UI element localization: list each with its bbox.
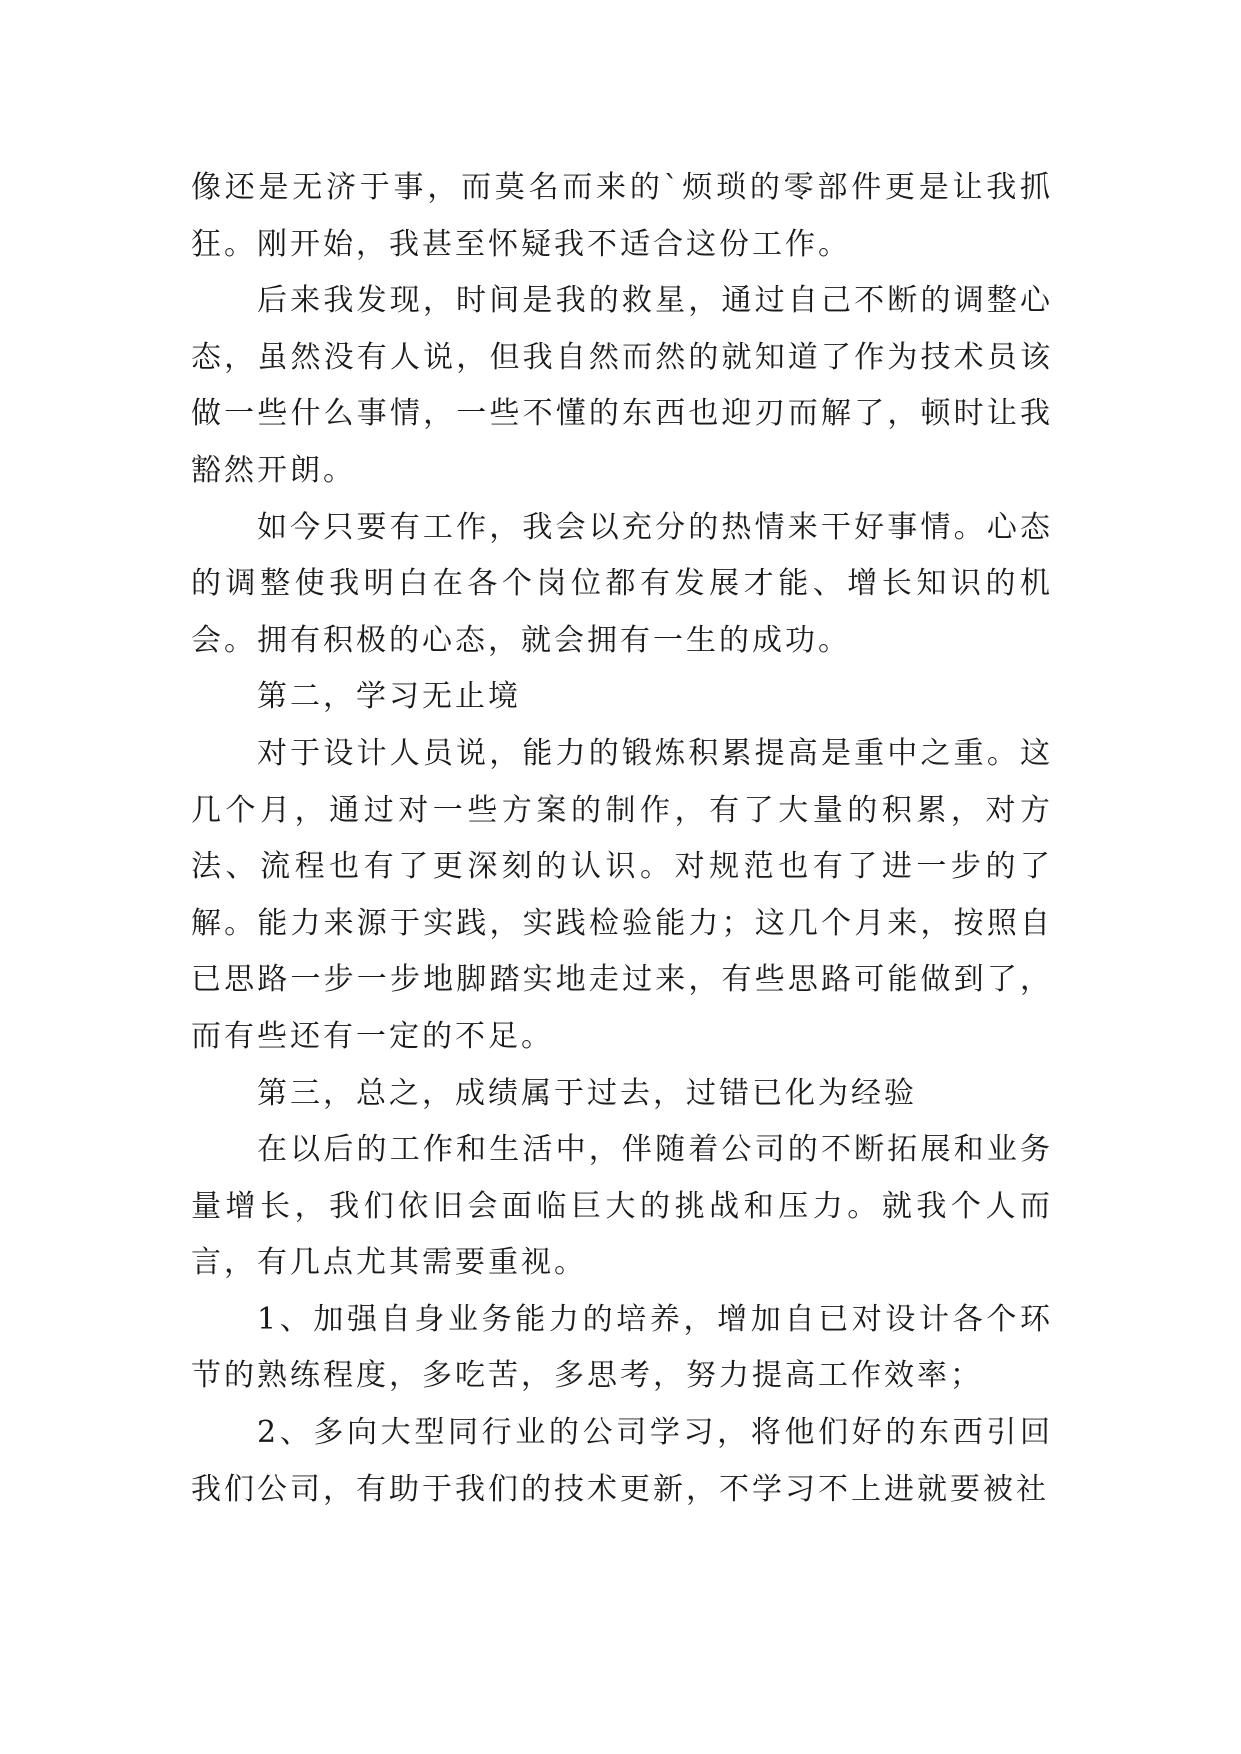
list-item-2: 2、多向大型同行业的公司学习，将他们好的东西引回我们公司，有助于我们的技术更新，不学习不上进就要被社 <box>191 1415 1053 1507</box>
paragraph-mindset-change: 后来我发现，时间是我的救星，通过自己不断的调整心态，虽然没有人说，但我自然而然的就知道了作为技术员该做一些什么事情，一些不懂的东西也迎刃而解了，顿时让我豁然开朗。 <box>191 283 1053 488</box>
document-body <box>191 160 1053 1518</box>
list-item-1: 1、加强自身业务能力的培养，增加自已对设计各个环节的熟练程度，多吃苦，多思考，努力提高工作效率； <box>191 1301 1053 1394</box>
paragraph-future-challenges: 在以后的工作和生活中，伴随着公司的不断拓展和业务量增长，我们依旧会面临巨大的挑战和压力。就我个人而言，有几点尤其需要重视。 <box>191 1132 1053 1281</box>
paragraph-continuation: 像还是无济于事，而莫名而来的`烦琐的零部件更是让我抓狂。刚开始，我甚至怀疑我不适合这份工作。 <box>191 170 1053 262</box>
section-heading-learning: 第二，学习无止境 <box>257 679 521 715</box>
paragraph-ability-training: 对于设计人员说，能力的锻炼积累提高是重中之重。这几个月，通过对一些方案的制作，有了大量的积累，对方法、流程也有了更深刻的认识。对规范也有了进一步的了解。能力来源于实践，实践检验能力；这几个月来，按照自已思路一步一步地脚踏实地走过来，有些思路可能做到了，而有些还有一定的不足。 <box>191 735 1053 1054</box>
paragraph-positive-attitude: 如今只要有工作，我会以充分的热情来干好事情。心态的调整使我明白在各个岗位都有发展才能、增长知识的机会。拥有积极的心态，就会拥有一生的成功。 <box>191 509 1053 658</box>
section-heading-summary: 第三，总之，成绩属于过去，过错已化为经验 <box>257 1075 917 1111</box>
